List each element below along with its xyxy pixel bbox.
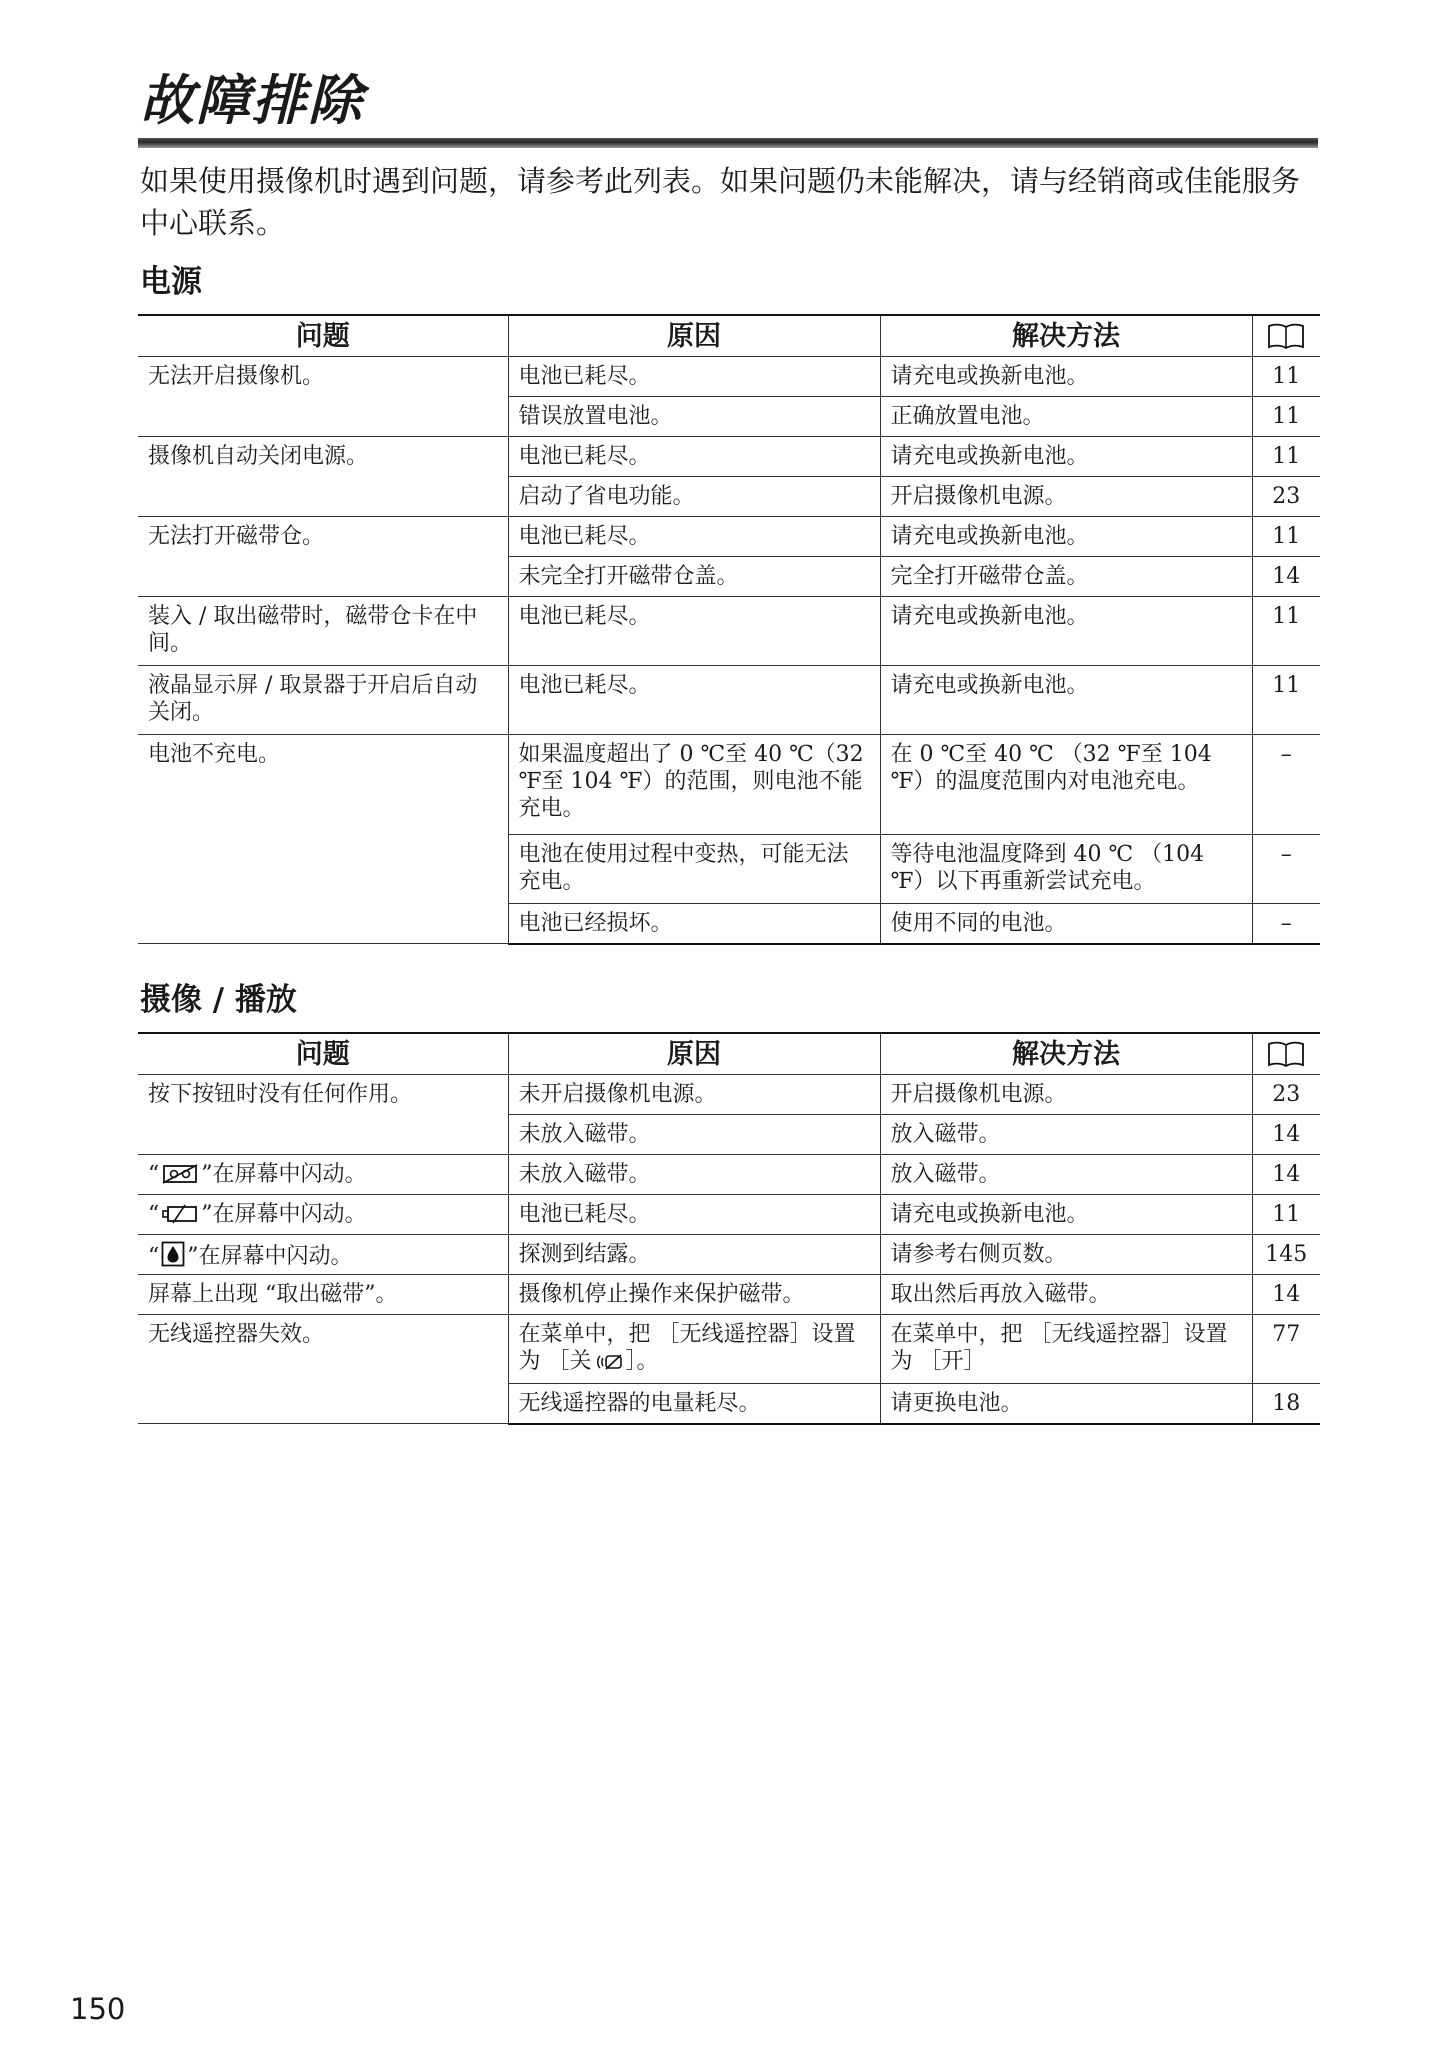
intro-paragraph: 如果使用摄像机时遇到问题，请参考此列表。如果问题仍未能解决，请与经销商或佳能服务中心联系。 — [140, 164, 1301, 240]
solution-cell: 放入磁带。 — [880, 1155, 1252, 1195]
page-reference: 77 — [1252, 1315, 1320, 1384]
section-heading-power: 电源 — [140, 264, 202, 300]
cause-cell — [508, 1315, 880, 1384]
cause-cell: 电池已耗尽。 — [508, 1195, 880, 1235]
table-row — [138, 357, 1320, 397]
problem-cell: 电池不充电。 — [138, 735, 508, 944]
problem-cell: 无法开启摄像机。 — [138, 357, 508, 437]
book-icon — [1267, 322, 1305, 350]
page-reference: 11 — [1252, 397, 1320, 437]
table-header-row — [138, 1033, 1320, 1075]
cause-text-suffix: ］。 — [625, 1349, 659, 1374]
table-row — [138, 1195, 1320, 1235]
cause-cell: 探测到结露。 — [508, 1235, 880, 1275]
problem-text: ”在屏幕中闪动。 — [201, 1162, 367, 1187]
column-header-problem: 问题 — [138, 1033, 508, 1075]
page-reference: 23 — [1252, 477, 1320, 517]
page-reference: 11 — [1252, 517, 1320, 557]
problem-cell: “ ”在屏幕中闪动。 — [138, 1155, 508, 1195]
page-reference: 11 — [1252, 437, 1320, 477]
column-header-page — [1252, 1033, 1320, 1075]
solution-cell: 请更换电池。 — [880, 1384, 1252, 1424]
solution-cell: 在 0 ℃至 40 ℃ （32 ℉至 104 ℉）的温度范围内对电池充电。 — [880, 735, 1252, 835]
solution-cell: 完全打开磁带仓盖。 — [880, 557, 1252, 597]
page-reference: 11 — [1252, 1195, 1320, 1235]
solution-cell: 开启摄像机电源。 — [880, 477, 1252, 517]
page-reference: – — [1252, 735, 1320, 835]
cause-cell: 未开启摄像机电源。 — [508, 1075, 880, 1115]
remote-off-icon — [594, 1352, 624, 1372]
page-reference: – — [1252, 904, 1320, 944]
power-troubleshooting-table — [138, 314, 1320, 945]
cause-cell: 电池已经损坏。 — [508, 904, 880, 944]
page-number: 150 — [70, 1992, 126, 2026]
cause-cell: 无线遥控器的电量耗尽。 — [508, 1384, 880, 1424]
column-header-solution: 解决方法 — [880, 1033, 1252, 1075]
tape-warning-icon — [161, 1163, 199, 1185]
solution-cell: 请充电或换新电池。 — [880, 597, 1252, 666]
solution-cell: 请充电或换新电池。 — [880, 1195, 1252, 1235]
cause-cell: 未放入磁带。 — [508, 1115, 880, 1155]
cause-cell: 电池已耗尽。 — [508, 666, 880, 735]
page-reference: 145 — [1252, 1235, 1320, 1275]
problem-text: ”在屏幕中闪动。 — [201, 1202, 367, 1227]
column-header-cause: 原因 — [508, 1033, 880, 1075]
table-row — [138, 1235, 1320, 1275]
table-row — [138, 517, 1320, 557]
table-row — [138, 1075, 1320, 1115]
page-reference: 14 — [1252, 1155, 1320, 1195]
page-title: 故障排除 — [140, 69, 364, 132]
book-icon — [1267, 1040, 1305, 1068]
cause-cell: 错误放置电池。 — [508, 397, 880, 437]
page-reference: 11 — [1252, 357, 1320, 397]
problem-cell: 屏幕上出现 “取出磁带”。 — [138, 1275, 508, 1315]
title-rule — [138, 138, 1318, 148]
section-heading-recording-playback: 摄像 / 播放 — [140, 982, 297, 1018]
table-row — [138, 735, 1320, 835]
cause-cell: 电池已耗尽。 — [508, 517, 880, 557]
solution-cell: 请充电或换新电池。 — [880, 517, 1252, 557]
column-header-cause: 原因 — [508, 315, 880, 357]
cause-cell: 未放入磁带。 — [508, 1155, 880, 1195]
cause-cell: 未完全打开磁带仓盖。 — [508, 557, 880, 597]
table-row — [138, 597, 1320, 666]
battery-empty-icon — [161, 1203, 199, 1225]
cause-cell: 电池已耗尽。 — [508, 597, 880, 666]
cause-cell: 启动了省电功能。 — [508, 477, 880, 517]
problem-cell: “ ”在屏幕中闪动。 — [138, 1235, 508, 1275]
cause-text: 在菜单中，把 ［无线遥控器］设置为 ［关 — [518, 1322, 856, 1374]
condensation-drop-icon — [161, 1241, 185, 1267]
solution-cell: 请参考右侧页数。 — [880, 1235, 1252, 1275]
solution-cell: 放入磁带。 — [880, 1115, 1252, 1155]
solution-cell: 等待电池温度降到 40 ℃ （104 ℉）以下再重新尝试充电。 — [880, 835, 1252, 904]
solution-cell: 使用不同的电池。 — [880, 904, 1252, 944]
page-reference: 23 — [1252, 1075, 1320, 1115]
problem-cell: 无法打开磁带仓。 — [138, 517, 508, 597]
cause-cell: 摄像机停止操作来保护磁带。 — [508, 1275, 880, 1315]
page-reference: 14 — [1252, 1115, 1320, 1155]
page-reference: 11 — [1252, 597, 1320, 666]
solution-cell: 在菜单中，把 ［无线遥控器］设置为 ［开］ — [880, 1315, 1252, 1384]
table-row — [138, 1275, 1320, 1315]
page-reference: 18 — [1252, 1384, 1320, 1424]
solution-cell: 取出然后再放入磁带。 — [880, 1275, 1252, 1315]
page-reference: 14 — [1252, 557, 1320, 597]
table-header-row — [138, 315, 1320, 357]
table-row — [138, 1315, 1320, 1384]
page-reference: – — [1252, 835, 1320, 904]
column-header-problem: 问题 — [138, 315, 508, 357]
table-row — [138, 1155, 1320, 1195]
solution-cell: 开启摄像机电源。 — [880, 1075, 1252, 1115]
problem-cell: 摄像机自动关闭电源。 — [138, 437, 508, 517]
problem-text: ”在屏幕中闪动。 — [187, 1244, 353, 1269]
solution-cell: 请充电或换新电池。 — [880, 357, 1252, 397]
table-row — [138, 666, 1320, 735]
problem-cell: 液晶显示屏 / 取景器于开启后自动关闭。 — [138, 666, 508, 735]
solution-cell: 正确放置电池。 — [880, 397, 1252, 437]
cause-cell: 电池在使用过程中变热，可能无法充电。 — [508, 835, 880, 904]
cause-cell: 电池已耗尽。 — [508, 357, 880, 397]
recording-playback-troubleshooting-table — [138, 1032, 1320, 1425]
table-row — [138, 437, 1320, 477]
solution-cell: 请充电或换新电池。 — [880, 666, 1252, 735]
column-header-solution: 解决方法 — [880, 315, 1252, 357]
problem-cell: 装入 / 取出磁带时，磁带仓卡在中间。 — [138, 597, 508, 666]
problem-cell: 无线遥控器失效。 — [138, 1315, 508, 1424]
cause-cell: 电池已耗尽。 — [508, 437, 880, 477]
problem-cell: “ ”在屏幕中闪动。 — [138, 1195, 508, 1235]
cause-cell: 如果温度超出了 0 ℃至 40 ℃（32 ℉至 104 ℉）的范围，则电池不能充电。 — [508, 735, 880, 835]
column-header-page — [1252, 315, 1320, 357]
solution-cell: 请充电或换新电池。 — [880, 437, 1252, 477]
page-reference: 11 — [1252, 666, 1320, 735]
page-reference: 14 — [1252, 1275, 1320, 1315]
problem-cell: 按下按钮时没有任何作用。 — [138, 1075, 508, 1155]
